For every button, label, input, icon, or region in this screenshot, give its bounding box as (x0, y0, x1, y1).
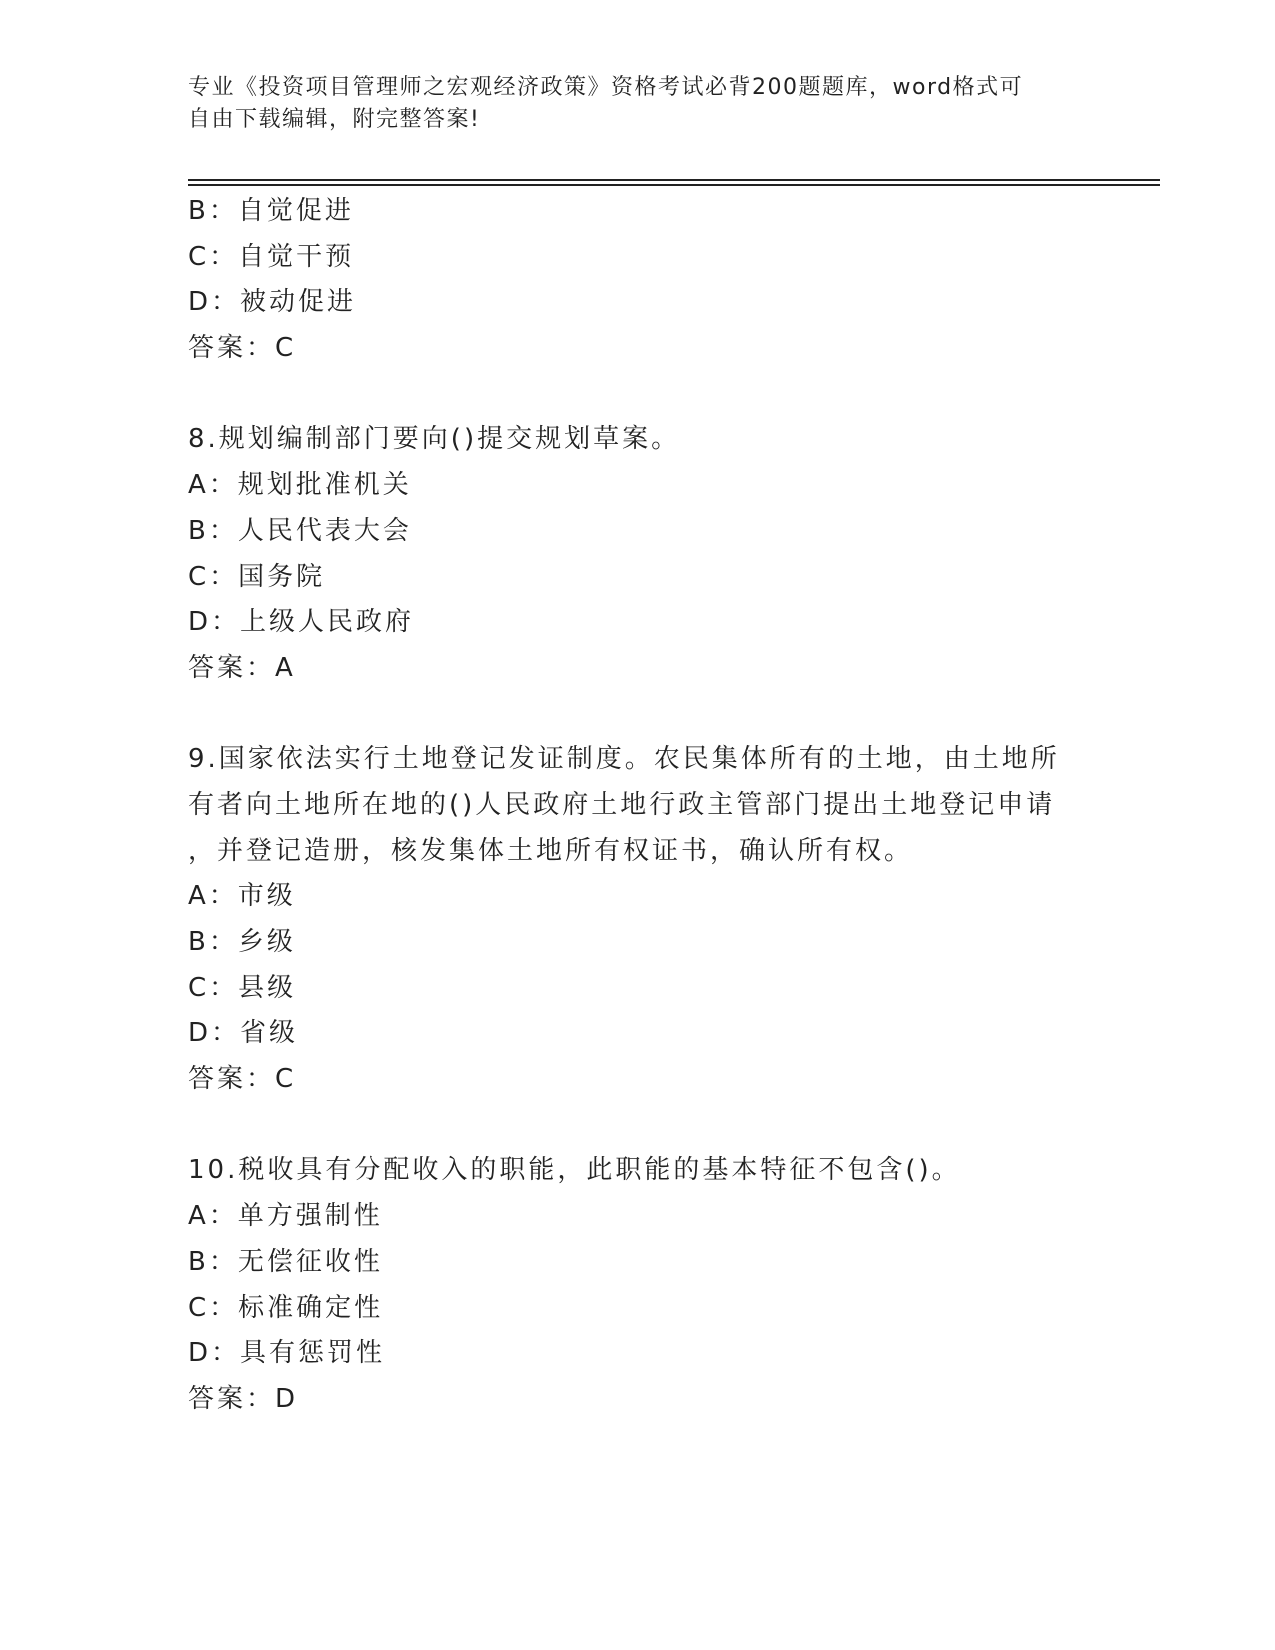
option-d: D：上级人民政府 (188, 607, 415, 638)
spacer (188, 692, 1108, 738)
option-a: A：单方强制性 (188, 1201, 383, 1232)
answer-line: 答案：C (188, 333, 297, 364)
spacer (188, 372, 1108, 418)
question-text: 10.税收具有分配收入的职能，此职能的基本特征不包含()。 (188, 1155, 961, 1186)
option-d: D：具有惩罚性 (188, 1338, 386, 1369)
question-block-8 (188, 417, 1108, 691)
question-text: ，并登记造册，核发集体土地所有权证书，确认所有权。 (188, 835, 914, 866)
spacer (188, 1103, 1108, 1149)
option-b: B：乡级 (188, 927, 296, 957)
option-c: C：国务院 (188, 561, 326, 592)
question-block-9 (188, 737, 1108, 1103)
answer-line: 答案：C (188, 1064, 297, 1095)
question-text: 8.规划编制部门要向()提交规划草案。 (188, 424, 681, 455)
option-c: C：自觉干预 (188, 241, 355, 272)
question-block-7 (188, 189, 1108, 372)
header-divider-top (188, 179, 1160, 181)
header-line-1: 专业《投资项目管理师之宏观经济政策》资格考试必背200题题库，word格式可 (188, 75, 1024, 100)
header-line-2: 自由下载编辑，附完整答案! (188, 107, 481, 132)
question-block-10 (188, 1148, 1108, 1422)
question-text: 有者向土地所在地的()人民政府土地行政主管部门提出土地登记申请 (188, 789, 1056, 820)
option-c: C：标准确定性 (188, 1292, 384, 1323)
option-b: B：人民代表大会 (188, 515, 412, 546)
option-b: B：自觉促进 (188, 196, 354, 226)
option-a: A：规划批准机关 (188, 470, 412, 501)
option-d: D：省级 (188, 1018, 299, 1049)
option-a: A：市级 (188, 881, 296, 912)
answer-line: 答案：A (188, 652, 296, 683)
page-header (188, 72, 1068, 136)
question-text: 9.国家依法实行土地登记发证制度。农民集体所有的土地，由土地所 (188, 744, 1060, 775)
option-c: C：县级 (188, 972, 297, 1003)
option-d: D：被动促进 (188, 287, 357, 318)
header-divider-bottom (188, 184, 1160, 186)
option-b: B：无偿征收性 (188, 1246, 383, 1277)
question-list (188, 189, 1108, 1423)
answer-line: 答案：D (188, 1383, 299, 1414)
